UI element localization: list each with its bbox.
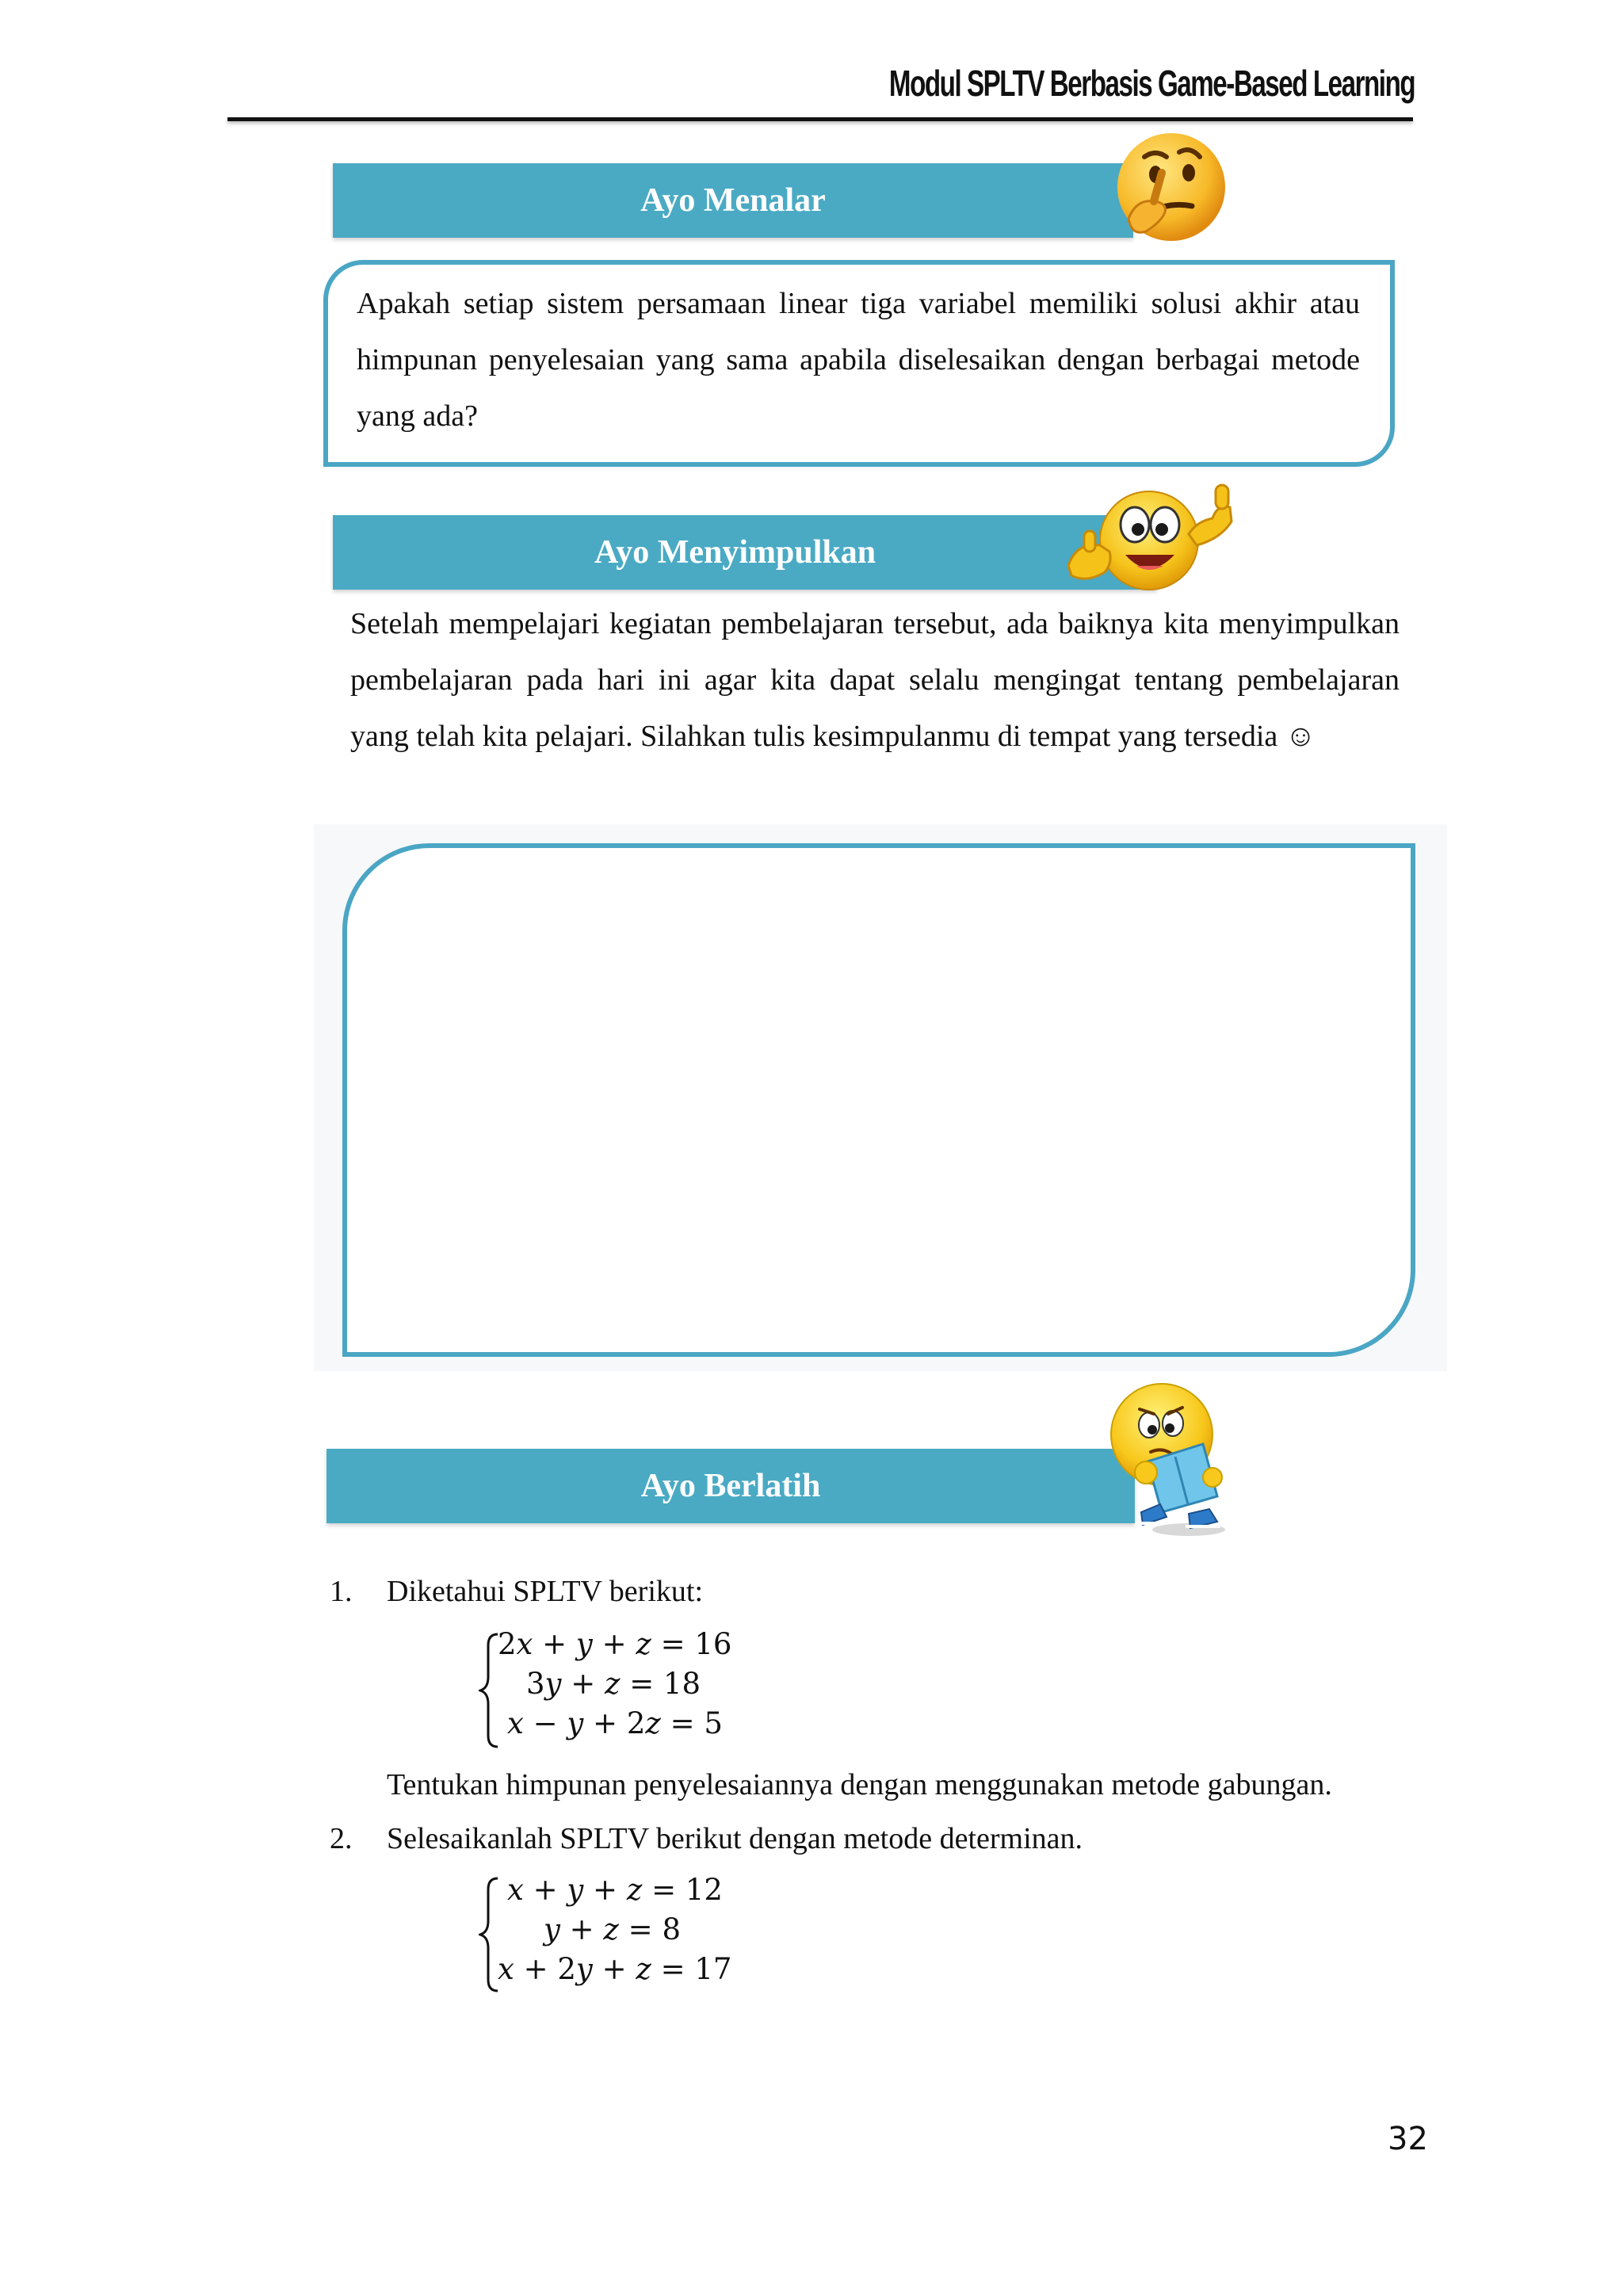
section-bar-berlatih (327, 1449, 1135, 1523)
exercise-2-equation-3: 𝑥 + 2𝑦 + 𝑧 = 17 (498, 1952, 732, 1986)
section-title-menyimpulkan: Ayo Menyimpulkan (594, 534, 876, 571)
page-number: 32 (1388, 2121, 1428, 2157)
exercise-1-number: 1. (330, 1575, 353, 1608)
section-title-berlatih: Ayo Berlatih (640, 1468, 821, 1504)
section-title-menalar: Ayo Menalar (640, 182, 826, 219)
exercise-1-prompt: Diketahui SPLTV berikut: (387, 1575, 703, 1608)
question-text: Apakah setiap sistem persamaan linear tiga variabel memiliki solusi akhir atau himpunan penyelesaian yang sama apabila diselesaikan dengan berbagai metode yang ada? (357, 287, 1360, 433)
exercise-1-equation-1: 2𝑥 + 𝑦 + 𝑧 = 16 (498, 1627, 732, 1661)
thumbs-up-emoji-icon (1060, 479, 1243, 598)
exercise-2-equation-2: 𝑦 + 𝑧 = 8 (544, 1912, 681, 1946)
exercise-2-equation-1: 𝑥 + 𝑦 + 𝑧 = 12 (507, 1873, 723, 1907)
conclusion-instruction: Setelah mempelajari kegiatan pembelajaran tersebut, ada baiknya kita menyimpulkan pembelajaran pada hari ini agar kita dapat selalu mengingat tentang pembelajaran yang telah kita pelajari. Silahkan tulis kesimpulanmu di tempat yang tersedia ☺ (350, 607, 1400, 753)
conclusion-answer-box[interactable] (342, 843, 1415, 1357)
section-bar-menyimpulkan (333, 515, 1157, 590)
section-bar-menalar (333, 163, 1133, 238)
exercise-2-number: 2. (330, 1822, 353, 1855)
exercise-1-equation-3: 𝑥 − 𝑦 + 2𝑧 = 5 (507, 1706, 723, 1740)
exercise-1-instruction: Tentukan himpunan penyelesaiannya dengan menggunakan metode gabungan. (387, 1768, 1332, 1801)
running-header: Modul SPLTV Berbasis Game-Based Learning (888, 63, 1415, 104)
reading-emoji-icon (1100, 1379, 1235, 1538)
exercise-2-prompt: Selesaikanlah SPLTV berikut dengan metode determinan. (387, 1822, 1083, 1855)
header-rule (227, 117, 1413, 121)
exercise-1-equation-2: 3𝑦 + 𝑧 = 18 (526, 1667, 701, 1701)
thinking-emoji-icon (1106, 125, 1233, 252)
